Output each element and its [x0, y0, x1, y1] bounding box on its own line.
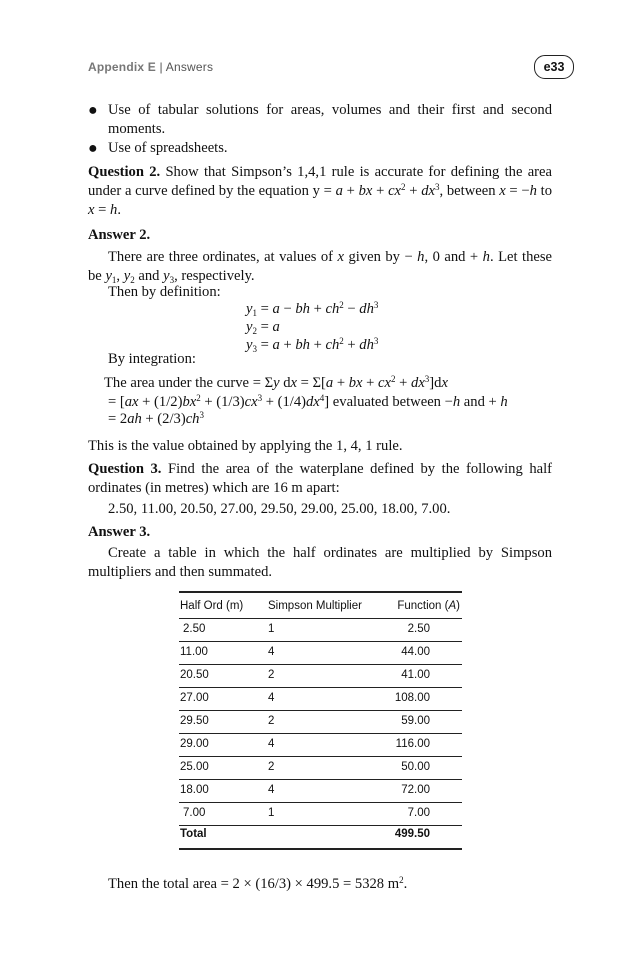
bullet-icon: ● [88, 140, 98, 157]
area-line-1: The area under the curve = Σy dx = Σ[a + bx + $cx^2 + dx^3]dx$ [104, 374, 448, 391]
table-cell: 2 [268, 715, 275, 727]
table-cell: 116.00 [395, 738, 430, 750]
header-title: Answers [165, 60, 214, 74]
equation-y1: $y_1 = a$ − bh + $ch^2 - dh^3$ [246, 300, 379, 318]
header-section: Appendix E [88, 60, 157, 74]
answer-2-intro: There are three ordinates, at values of x given by − h, 0 and + h. Let these be $y_1$, $y_2$ and $y_3$, respectively. [88, 249, 552, 285]
table-cell: 4 [268, 738, 275, 750]
table-cell: 44.00 [401, 646, 430, 658]
table-row [179, 757, 462, 780]
table-total-row [179, 824, 462, 846]
table-cell: 50.00 [401, 761, 430, 773]
table-total-value: 499.50 [394, 828, 430, 840]
bullet-text: Use of spreadsheets. [108, 140, 228, 156]
table-total-label: Total [180, 828, 207, 840]
table-cell: 41.00 [401, 669, 430, 681]
area-line-2: = $[ax + (1/2)bx^2 + (1/3)cx^3 + (1/4)dx^4]$ evaluated between −h and + h [108, 393, 508, 410]
table-cell: 4 [268, 692, 275, 704]
bullet-text: Use of tabular solutions for areas, volumes and their first and second moments. [108, 102, 552, 137]
table-row [179, 711, 462, 734]
page-number-badge: e33 [534, 55, 574, 79]
running-header [88, 60, 213, 74]
bullet-item [88, 101, 552, 139]
header-separator: | [156, 60, 166, 74]
answer-2-label: Answer 2. [88, 227, 151, 243]
table-cell: 7.00 [407, 807, 430, 819]
table-cell: 20.50 [180, 669, 209, 681]
bullet-icon: ● [88, 102, 98, 119]
bullet-item [88, 139, 552, 158]
table-row [179, 734, 462, 757]
table-cell: 72.00 [401, 784, 430, 796]
table-top-rule [179, 591, 462, 593]
table-cell: 2.50 [407, 623, 430, 635]
table-row [179, 665, 462, 688]
answer-2-conclusion: This is the value obtained by applying the 1, 4, 1 rule. [88, 438, 403, 454]
equation-y2: $y_2 = a$ [246, 319, 280, 336]
integration-lead: By integration: [108, 351, 196, 367]
table-cell: 11.00 [180, 646, 208, 658]
table-cell: 59.00 [401, 715, 430, 727]
table-cell: 7.00 [183, 807, 206, 819]
equation-y3: $y_3 = a$ + bh + $ch^2 + dh^3$ [246, 336, 379, 354]
table-row [179, 688, 462, 711]
table-row [179, 780, 462, 803]
question-2 [88, 163, 552, 220]
area-line-3: = $2ah + (2/3)ch^3$ [108, 410, 204, 427]
answer-3-label: Answer 3. [88, 524, 151, 540]
table-cell: 18.00 [180, 784, 209, 796]
table-cell: 1 [268, 623, 275, 635]
final-result: Then the total area = 2 × (16/3) × 499.5 = 5328 $m^2$. [108, 875, 408, 892]
table-cell: 29.00 [180, 738, 209, 750]
table-row [179, 803, 462, 826]
table-cell: 1 [268, 807, 275, 819]
table-cell: 2 [268, 669, 275, 681]
question-label: Question 3. [88, 461, 162, 477]
question-3 [88, 460, 552, 498]
answer-3-text: Create a table in which the half ordinates are multiplied by Simpson multipliers and then summated. [88, 545, 552, 580]
table-row [179, 642, 462, 665]
table-cell: 2.50 [183, 623, 206, 635]
table-header-cell: Simpson Multiplier [268, 600, 362, 612]
table-cell: 108.00 [394, 692, 430, 704]
table-row [179, 619, 462, 642]
table-cell: 27.00 [180, 692, 209, 704]
table-cell: 4 [268, 646, 275, 658]
half-ordinate-values: 2.50, 11.00, 20.50, 27.00, 29.50, 29.00, 25.00, 18.00, 7.00. [108, 501, 451, 517]
table-cell: 4 [268, 784, 275, 796]
question-text: Find the area of the waterplane defined by the following half ordinates (in metres) which are 16 m apart: [88, 461, 553, 496]
table-cell: 25.00 [180, 761, 209, 773]
table-header-row [179, 596, 462, 619]
table-bottom-rule [179, 848, 462, 850]
question-label: Question 2. [88, 164, 161, 180]
table-header-cell: Half Ord (m) [180, 600, 244, 612]
table-header-cell: Function (A) [397, 600, 460, 612]
table-cell: 29.50 [180, 715, 209, 727]
definition-lead: Then by definition: [108, 284, 221, 300]
table-cell: 2 [268, 761, 275, 773]
question-text: Show that Simpson’s 1,4,1 rule is accurate for defining the area under a curve defined by the equation y = a + bx + $cx^2 + dx^3$, between x = −h to x = h. [88, 164, 552, 218]
